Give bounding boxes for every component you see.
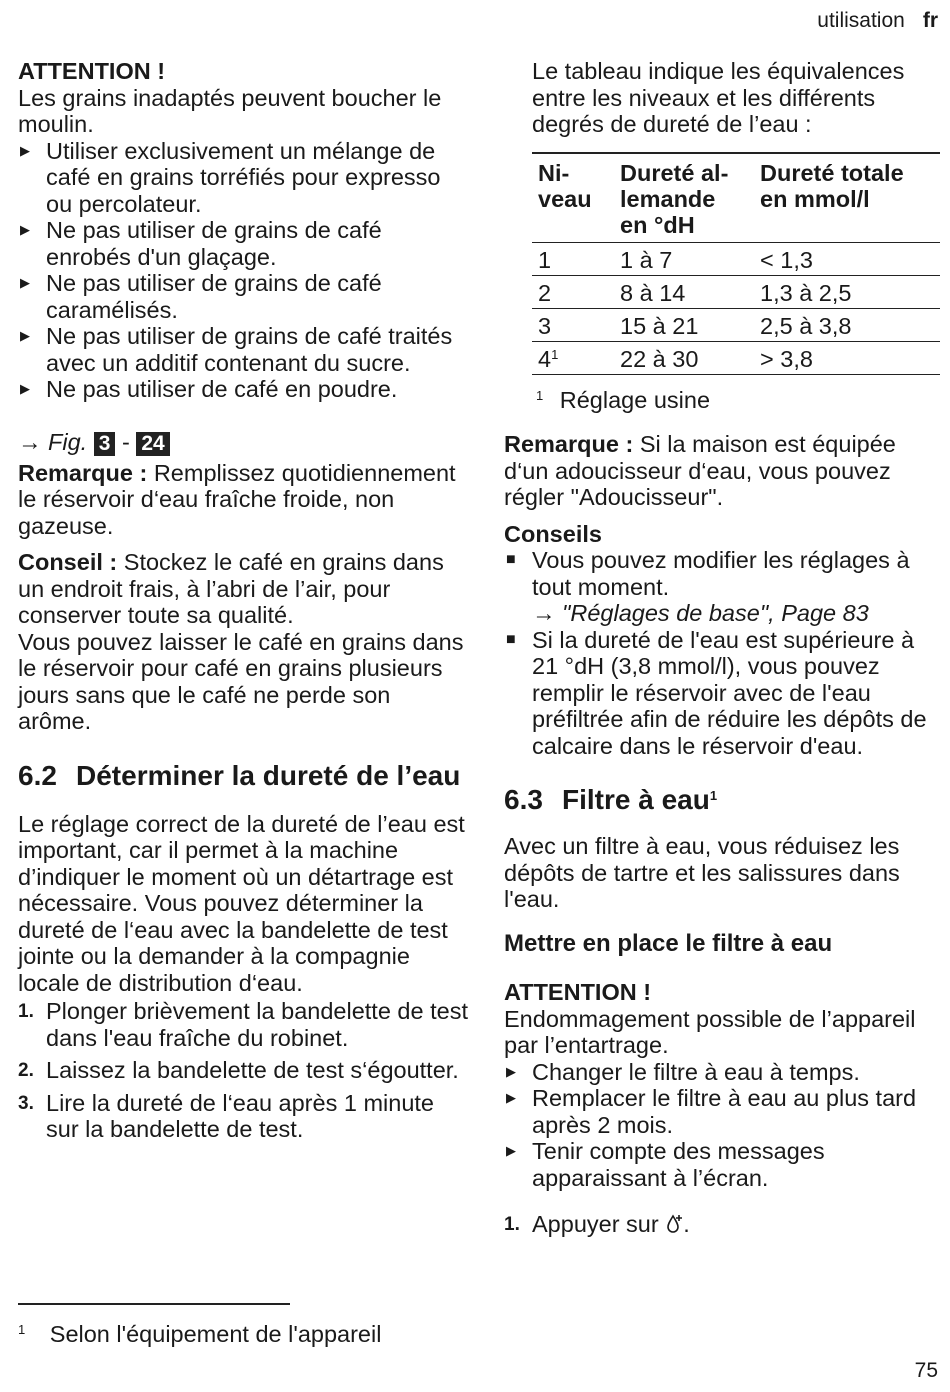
conseil-paragraph-2: Vous pouvez laisser le café en grains dans le réservoir pour café en grains plusieurs jours sans que le café ne perde son arôme. bbox=[18, 628, 464, 734]
attention-text: Endommagement possible de l’appareil par l’entartrage. bbox=[504, 1005, 916, 1058]
header-lang: fr bbox=[922, 9, 938, 32]
figure-tag-start: 3 bbox=[94, 432, 116, 456]
footnote-text: Selon l'équipement de l'appareil bbox=[49, 1321, 382, 1347]
conseils-title: Conseils bbox=[504, 520, 602, 547]
title-footnote-mark: 1 bbox=[709, 788, 718, 803]
section-number: 6.3 bbox=[504, 784, 543, 815]
bullet-triangle-icon: ▶ bbox=[20, 275, 30, 290]
col-header-durete-allemande: Dureté al- lemande en °dH bbox=[620, 160, 729, 238]
table-row: 1 1 à 7 < 1,3 bbox=[532, 243, 940, 276]
left-column bbox=[18, 58, 468, 1149]
col-header-niveau: Ni- veau bbox=[538, 160, 592, 212]
table-header-row bbox=[532, 153, 940, 243]
list-item: ▶ Ne pas utiliser de grains de café enrobés d'un glaçage. bbox=[20, 217, 382, 270]
step-item: 1. Plonger brièvement la bandelette de test dans l'eau fraîche du robinet. bbox=[18, 998, 468, 1051]
subsection-title: Mettre en place le filtre à eau bbox=[504, 929, 833, 957]
step-item: 3. Lire la dureté de l‘eau après 1 minute sur la bandelette de test. bbox=[18, 1089, 434, 1142]
attention-title: ATTENTION ! bbox=[18, 58, 166, 84]
list-item: ▶ Tenir compte des messages apparaissant à l’écran. bbox=[506, 1138, 825, 1191]
care-drop-icon bbox=[665, 1213, 683, 1241]
bullet-triangle-icon: ▶ bbox=[20, 142, 30, 158]
arrow-right-icon: → bbox=[18, 428, 42, 455]
header-section: utilisation bbox=[817, 9, 905, 32]
steps-list bbox=[18, 998, 468, 1143]
section-title: Filtre à eau bbox=[562, 784, 710, 815]
step-item: 1. Appuyer sur . bbox=[504, 1211, 940, 1241]
list-item: ▶ Remplacer le filtre à eau au plus tard après 2 mois. bbox=[506, 1085, 917, 1138]
section-intro: Avec un filtre à eau, vous réduisez les dépôts de tartre et les salissures dans l'eau. bbox=[504, 833, 900, 912]
table-row: $4^1$ 22 à 30 > 3,8 bbox=[532, 342, 940, 375]
col-header-durete-totale: Dureté totale en mmol/l bbox=[760, 160, 904, 212]
bullet-triangle-icon: ▶ bbox=[506, 1063, 516, 1079]
table-intro: Le tableau indique les équivalences entre les niveaux et les différents degrés de dureté de l’eau : bbox=[532, 58, 905, 137]
table-row: 2 8 à 14 1,3 à 2,5 bbox=[532, 276, 940, 309]
footnote bbox=[18, 1321, 478, 1348]
bullet-square-icon: ■ bbox=[506, 551, 516, 568]
bullet-square-icon: ■ bbox=[506, 630, 516, 648]
section-intro: Le réglage correct de la dureté de l’eau est important, car il permet à la machine d’indiquer le moment où un détartrage est nécessaire. Vous pouvez déterminer la dureté de l‘eau avec la bandelette de test jointe ou la demander à la compagnie locale de distribution d‘eau. bbox=[18, 810, 465, 996]
list-item: ▶ Utiliser exclusivement un mélange de café en grains torréfiés pour expresso ou percolateur. bbox=[20, 137, 441, 217]
page-number: 75 bbox=[914, 1358, 938, 1382]
steps-list bbox=[504, 1211, 940, 1241]
section-heading-6-3 bbox=[504, 783, 940, 817]
figure-reference: → Fig. 3 - 24 bbox=[18, 429, 468, 456]
list-item: ▶ Changer le filtre à eau à temps. bbox=[506, 1058, 860, 1085]
footnote-divider bbox=[18, 1303, 290, 1305]
list-item: ■ Si la dureté de l'eau est supérieure à 21 °dH (3,8 mmol/l), vous pouvez remplir le réservoir avec de l'eau préfiltrée afin de réduire les dépôts de calcaire dans le réservoir d'eau. bbox=[506, 626, 927, 759]
section-number: 6.2 bbox=[18, 759, 57, 791]
bullet-triangle-icon: ▶ bbox=[20, 381, 30, 396]
list-item: ▶ Ne pas utiliser de grains de café caramélisés. bbox=[20, 270, 382, 323]
page-header bbox=[817, 8, 938, 35]
figure-tag-end: 24 bbox=[136, 432, 169, 456]
section-title: Déterminer la dureté de l’eau bbox=[76, 759, 461, 791]
list-item: ■ Vous pouvez modifier les réglages à tout moment. → "Réglages de base", Page 83 bbox=[504, 547, 940, 627]
step-item: 2. Laissez la bandelette de test s‘égoutter. bbox=[18, 1057, 459, 1083]
conseil-paragraph: Conseil : Stockez le café en grains dans un endroit frais, à l’abri de l’air, pour conserver toute sa qualité. bbox=[18, 549, 444, 628]
attention-list bbox=[504, 1059, 940, 1192]
hardness-table bbox=[532, 152, 940, 375]
remarque-paragraph-right: Remarque : Si la maison est équipée d‘un adoucisseur d‘eau, vous pouvez régler "Adoucisseur". bbox=[504, 431, 896, 510]
attention-list bbox=[18, 138, 468, 403]
footnote-mark: 1 bbox=[18, 1322, 26, 1337]
remarque-paragraph: Remarque : Remplissez quotidiennement le réservoir d‘eau fraîche froide, non gazeuse. bbox=[18, 459, 456, 539]
attention-title: ATTENTION ! bbox=[504, 979, 652, 1005]
bullet-triangle-icon: ▶ bbox=[506, 1143, 516, 1158]
table-note: $^1$ Réglage usine bbox=[536, 387, 711, 413]
bullet-triangle-icon: ▶ bbox=[20, 328, 30, 343]
list-item: ▶ Ne pas utiliser de grains de café traités avec un additif contenant du sucre. bbox=[20, 323, 453, 376]
right-column bbox=[504, 431, 940, 1247]
bullet-triangle-icon: ▶ bbox=[506, 1090, 516, 1105]
list-item: ▶ Ne pas utiliser de café en poudre. bbox=[20, 376, 398, 402]
page-reference-link: → "Réglages de base", Page 83 bbox=[532, 600, 869, 626]
attention-text: Les grains inadaptés peuvent boucher le moulin. bbox=[18, 84, 442, 137]
table-footnote-mark: 1 bbox=[551, 347, 559, 362]
bullet-triangle-icon: ▶ bbox=[20, 222, 30, 237]
section-heading-6-2 bbox=[18, 759, 468, 793]
conseils-list bbox=[504, 547, 940, 759]
table-row: 3 15 à 21 2,5 à 3,8 bbox=[532, 309, 940, 342]
